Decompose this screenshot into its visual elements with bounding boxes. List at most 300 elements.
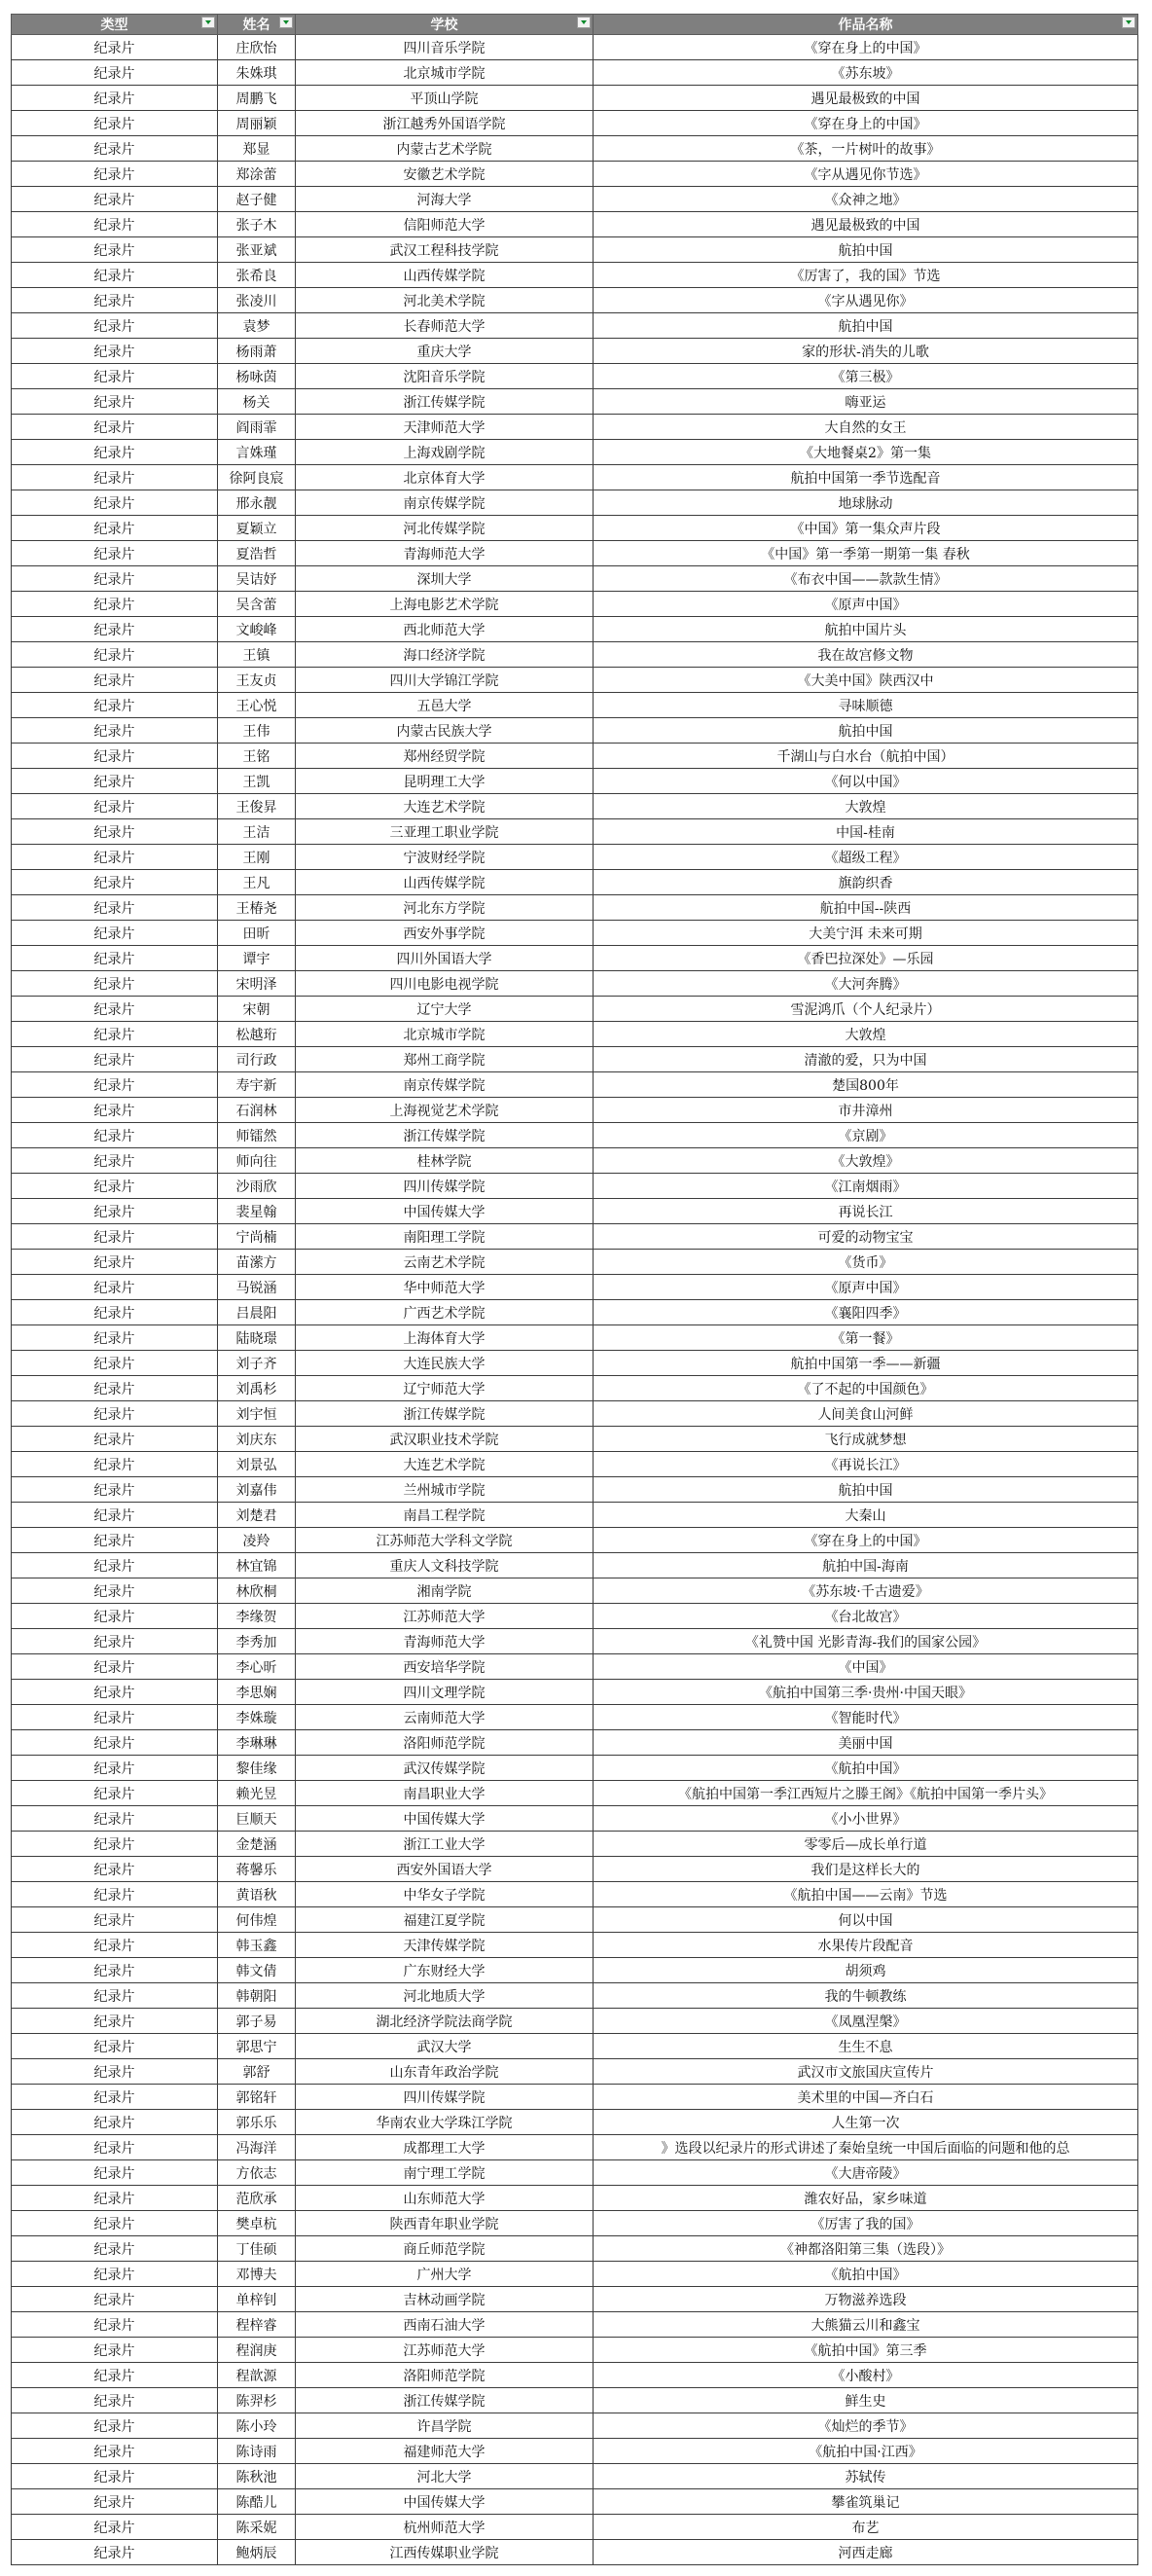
cell-name[interactable]: 邓博夫: [218, 2262, 296, 2287]
cell-work-title[interactable]: 何以中国: [594, 1907, 1138, 1933]
cell-type[interactable]: 纪录片: [12, 111, 218, 136]
cell-school[interactable]: 江苏师范大学: [296, 2338, 594, 2363]
cell-name[interactable]: 何伟煌: [218, 1907, 296, 1933]
cell-work-title[interactable]: 人间美食山河鲜: [594, 1401, 1138, 1427]
filter-dropdown-icon[interactable]: [1122, 17, 1135, 28]
cell-name[interactable]: 程歆源: [218, 2363, 296, 2388]
cell-name[interactable]: 郭乐乐: [218, 2110, 296, 2135]
cell-school[interactable]: 广州大学: [296, 2262, 594, 2287]
cell-type[interactable]: 纪录片: [12, 364, 218, 389]
cell-name[interactable]: 杨关: [218, 389, 296, 415]
cell-name[interactable]: 巨顺天: [218, 1806, 296, 1832]
cell-work-title[interactable]: 《江南烟雨》: [594, 1174, 1138, 1199]
cell-name[interactable]: 谭宇: [218, 946, 296, 971]
cell-school[interactable]: 上海体育大学: [296, 1325, 594, 1351]
cell-work-title[interactable]: 楚国800年: [594, 1072, 1138, 1098]
cell-work-title[interactable]: 《中国》第一集众声片段: [594, 516, 1138, 541]
cell-work-title[interactable]: 大美宁洱 未来可期: [594, 921, 1138, 946]
cell-type[interactable]: 纪录片: [12, 2262, 218, 2287]
cell-work-title[interactable]: 《苏东坡·千古遗爱》: [594, 1578, 1138, 1604]
cell-work-title[interactable]: 《航拍中国——云南》节选: [594, 1882, 1138, 1907]
cell-name[interactable]: 文峻峰: [218, 617, 296, 642]
cell-name[interactable]: 师镭然: [218, 1123, 296, 1148]
cell-type[interactable]: 纪录片: [12, 2135, 218, 2160]
cell-type[interactable]: 纪录片: [12, 516, 218, 541]
cell-work-title[interactable]: 《厉害了，我的国》节选: [594, 263, 1138, 288]
cell-school[interactable]: 南宁理工学院: [296, 2160, 594, 2186]
cell-type[interactable]: 纪录片: [12, 1072, 218, 1098]
cell-type[interactable]: 纪录片: [12, 617, 218, 642]
cell-name[interactable]: 夏浩哲: [218, 541, 296, 566]
cell-name[interactable]: 刘景弘: [218, 1452, 296, 1477]
cell-school[interactable]: 河北美术学院: [296, 288, 594, 313]
cell-type[interactable]: 纪录片: [12, 1148, 218, 1174]
cell-work-title[interactable]: 《香巴拉深处》—乐园: [594, 946, 1138, 971]
cell-type[interactable]: 纪录片: [12, 1958, 218, 1983]
cell-school[interactable]: 西安外国语大学: [296, 1857, 594, 1882]
cell-name[interactable]: 王镇: [218, 642, 296, 668]
cell-school[interactable]: 西安外事学院: [296, 921, 594, 946]
cell-name[interactable]: 裴星翰: [218, 1199, 296, 1224]
cell-type[interactable]: 纪录片: [12, 997, 218, 1022]
cell-work-title[interactable]: 航拍中国--陕西: [594, 895, 1138, 921]
cell-school[interactable]: 成都理工大学: [296, 2135, 594, 2160]
cell-type[interactable]: 纪录片: [12, 35, 218, 60]
cell-work-title[interactable]: 家的形状-消失的儿歌: [594, 339, 1138, 364]
cell-school[interactable]: 深圳大学: [296, 566, 594, 592]
filter-dropdown-icon[interactable]: [201, 17, 215, 28]
cell-work-title[interactable]: 《航拍中国·江西》: [594, 2439, 1138, 2464]
cell-work-title[interactable]: 大自然的女王: [594, 415, 1138, 440]
cell-work-title[interactable]: 航拍中国第一季——新疆: [594, 1351, 1138, 1376]
cell-type[interactable]: 纪录片: [12, 2540, 218, 2565]
cell-school[interactable]: 青海师范大学: [296, 541, 594, 566]
cell-name[interactable]: 杨雨萧: [218, 339, 296, 364]
cell-work-title[interactable]: 航拍中国: [594, 313, 1138, 339]
cell-work-title[interactable]: 《航拍中国》: [594, 2262, 1138, 2287]
cell-name[interactable]: 宋明泽: [218, 971, 296, 997]
cell-work-title[interactable]: 《大地餐桌2》第一集: [594, 440, 1138, 465]
cell-school[interactable]: 兰州城市学院: [296, 1477, 594, 1503]
cell-school[interactable]: 内蒙古艺术学院: [296, 136, 594, 162]
cell-school[interactable]: 浙江越秀外国语学院: [296, 111, 594, 136]
cell-name[interactable]: 郭铭轩: [218, 2085, 296, 2110]
cell-work-title[interactable]: 人生第一次: [594, 2110, 1138, 2135]
cell-school[interactable]: 河北传媒学院: [296, 516, 594, 541]
cell-work-title[interactable]: 《第一餐》: [594, 1325, 1138, 1351]
cell-type[interactable]: 纪录片: [12, 237, 218, 263]
cell-type[interactable]: 纪录片: [12, 2464, 218, 2489]
cell-work-title[interactable]: 布艺: [594, 2515, 1138, 2540]
cell-type[interactable]: 纪录片: [12, 718, 218, 744]
cell-work-title[interactable]: 我在故宫修文物: [594, 642, 1138, 668]
cell-name[interactable]: 周鹏飞: [218, 86, 296, 111]
cell-name[interactable]: 田昕: [218, 921, 296, 946]
cell-name[interactable]: 杨咏茵: [218, 364, 296, 389]
cell-school[interactable]: 洛阳师范学院: [296, 2363, 594, 2388]
cell-type[interactable]: 纪录片: [12, 921, 218, 946]
cell-name[interactable]: 夏颖立: [218, 516, 296, 541]
cell-work-title[interactable]: 嗨亚运: [594, 389, 1138, 415]
cell-school[interactable]: 吉林动画学院: [296, 2287, 594, 2312]
cell-name[interactable]: 李心昕: [218, 1654, 296, 1680]
cell-name[interactable]: 吕晨阳: [218, 1300, 296, 1325]
cell-school[interactable]: 天津师范大学: [296, 415, 594, 440]
filter-dropdown-icon[interactable]: [279, 17, 293, 28]
cell-school[interactable]: 四川音乐学院: [296, 35, 594, 60]
cell-name[interactable]: 王洁: [218, 819, 296, 845]
cell-type[interactable]: 纪录片: [12, 1907, 218, 1933]
cell-school[interactable]: 福建师范大学: [296, 2439, 594, 2464]
cell-work-title[interactable]: 《大河奔腾》: [594, 971, 1138, 997]
cell-school[interactable]: 商丘师范学院: [296, 2236, 594, 2262]
cell-school[interactable]: 四川外国语大学: [296, 946, 594, 971]
cell-work-title[interactable]: 地球脉动: [594, 490, 1138, 516]
cell-work-title[interactable]: 航拍中国: [594, 1477, 1138, 1503]
cell-type[interactable]: 纪录片: [12, 1047, 218, 1072]
cell-school[interactable]: 平顶山学院: [296, 86, 594, 111]
cell-school[interactable]: 浙江传媒学院: [296, 1123, 594, 1148]
cell-school[interactable]: 北京城市学院: [296, 60, 594, 86]
cell-work-title[interactable]: 清澈的爱，只为中国: [594, 1047, 1138, 1072]
cell-work-title[interactable]: 《再说长江》: [594, 1452, 1138, 1477]
cell-work-title[interactable]: 旗韵织香: [594, 870, 1138, 895]
cell-school[interactable]: 山东师范大学: [296, 2186, 594, 2211]
cell-name[interactable]: 王心悦: [218, 693, 296, 718]
cell-type[interactable]: 纪录片: [12, 1983, 218, 2009]
cell-work-title[interactable]: 航拍中国-海南: [594, 1553, 1138, 1578]
filter-dropdown-icon[interactable]: [577, 17, 591, 28]
cell-school[interactable]: 许昌学院: [296, 2413, 594, 2439]
cell-name[interactable]: 陆晓璟: [218, 1325, 296, 1351]
cell-type[interactable]: 纪录片: [12, 2059, 218, 2085]
cell-name[interactable]: 郭思宁: [218, 2034, 296, 2059]
cell-type[interactable]: 纪录片: [12, 1477, 218, 1503]
cell-school[interactable]: 河北地质大学: [296, 1983, 594, 2009]
cell-name[interactable]: 陈小玲: [218, 2413, 296, 2439]
cell-type[interactable]: 纪录片: [12, 389, 218, 415]
cell-school[interactable]: 上海电影艺术学院: [296, 592, 594, 617]
cell-name[interactable]: 王凯: [218, 769, 296, 794]
cell-name[interactable]: 朱姝琪: [218, 60, 296, 86]
cell-school[interactable]: 中国传媒大学: [296, 2489, 594, 2515]
cell-work-title[interactable]: 《厉害了我的国》: [594, 2211, 1138, 2236]
cell-type[interactable]: 纪录片: [12, 1022, 218, 1047]
cell-name[interactable]: 苗潆方: [218, 1250, 296, 1275]
cell-school[interactable]: 南京传媒学院: [296, 490, 594, 516]
cell-work-title[interactable]: 《航拍中国第三季·贵州·中国天眼》: [594, 1680, 1138, 1705]
cell-school[interactable]: 上海视觉艺术学院: [296, 1098, 594, 1123]
cell-work-title[interactable]: 可爱的动物宝宝: [594, 1224, 1138, 1250]
cell-type[interactable]: 纪录片: [12, 313, 218, 339]
cell-work-title[interactable]: 飞行成就梦想: [594, 1427, 1138, 1452]
cell-work-title[interactable]: 潍农好品，家乡味道: [594, 2186, 1138, 2211]
cell-type[interactable]: 纪录片: [12, 263, 218, 288]
cell-work-title[interactable]: 《礼赞中国 光影青海-我们的国家公园》: [594, 1629, 1138, 1654]
cell-type[interactable]: 纪录片: [12, 1781, 218, 1806]
cell-name[interactable]: 王凡: [218, 870, 296, 895]
cell-type[interactable]: 纪录片: [12, 187, 218, 212]
cell-work-title[interactable]: 《京剧》: [594, 1123, 1138, 1148]
cell-school[interactable]: 内蒙古民族大学: [296, 718, 594, 744]
cell-work-title[interactable]: 大熊猫云川和鑫宝: [594, 2312, 1138, 2338]
cell-name[interactable]: 刘嘉伟: [218, 1477, 296, 1503]
cell-school[interactable]: 河北大学: [296, 2464, 594, 2489]
cell-type[interactable]: 纪录片: [12, 541, 218, 566]
cell-school[interactable]: 五邑大学: [296, 693, 594, 718]
cell-school[interactable]: 江苏师范大学: [296, 1604, 594, 1629]
cell-work-title[interactable]: 生生不息: [594, 2034, 1138, 2059]
cell-work-title[interactable]: 大敦煌: [594, 1022, 1138, 1047]
cell-name[interactable]: 徐阿良宸: [218, 465, 296, 490]
cell-school[interactable]: 江西传媒职业学院: [296, 2540, 594, 2565]
cell-type[interactable]: 纪录片: [12, 2515, 218, 2540]
cell-name[interactable]: 蒋馨乐: [218, 1857, 296, 1882]
cell-name[interactable]: 王俊昇: [218, 794, 296, 819]
cell-work-title[interactable]: 《货币》: [594, 1250, 1138, 1275]
cell-work-title[interactable]: 《小酸村》: [594, 2363, 1138, 2388]
cell-work-title[interactable]: 《大美中国》陕西汉中: [594, 668, 1138, 693]
cell-type[interactable]: 纪录片: [12, 2085, 218, 2110]
cell-work-title[interactable]: 航拍中国: [594, 718, 1138, 744]
cell-school[interactable]: 武汉大学: [296, 2034, 594, 2059]
cell-work-title[interactable]: 《小小世界》: [594, 1806, 1138, 1832]
cell-name[interactable]: 单梓钊: [218, 2287, 296, 2312]
cell-name[interactable]: 沙雨欣: [218, 1174, 296, 1199]
cell-school[interactable]: 陕西青年职业学院: [296, 2211, 594, 2236]
cell-name[interactable]: 郑显: [218, 136, 296, 162]
cell-type[interactable]: 纪录片: [12, 136, 218, 162]
cell-school[interactable]: 四川文理学院: [296, 1680, 594, 1705]
cell-school[interactable]: 南昌职业大学: [296, 1781, 594, 1806]
cell-type[interactable]: 纪录片: [12, 2110, 218, 2135]
cell-work-title[interactable]: 航拍中国片头: [594, 617, 1138, 642]
cell-type[interactable]: 纪录片: [12, 1123, 218, 1148]
cell-name[interactable]: 张子木: [218, 212, 296, 237]
cell-type[interactable]: 纪录片: [12, 1680, 218, 1705]
cell-type[interactable]: 纪录片: [12, 2413, 218, 2439]
cell-name[interactable]: 鲍炳辰: [218, 2540, 296, 2565]
cell-school[interactable]: 重庆人文科技学院: [296, 1553, 594, 1578]
cell-school[interactable]: 广西艺术学院: [296, 1300, 594, 1325]
cell-type[interactable]: 纪录片: [12, 946, 218, 971]
cell-school[interactable]: 浙江传媒学院: [296, 1401, 594, 1427]
cell-school[interactable]: 杭州师范大学: [296, 2515, 594, 2540]
cell-name[interactable]: 师向往: [218, 1148, 296, 1174]
cell-name[interactable]: 张希良: [218, 263, 296, 288]
cell-school[interactable]: 武汉工程科技学院: [296, 237, 594, 263]
cell-school[interactable]: 南昌工程学院: [296, 1503, 594, 1528]
cell-type[interactable]: 纪录片: [12, 819, 218, 845]
cell-type[interactable]: 纪录片: [12, 642, 218, 668]
cell-type[interactable]: 纪录片: [12, 440, 218, 465]
cell-school[interactable]: 郑州工商学院: [296, 1047, 594, 1072]
cell-name[interactable]: 冯海洋: [218, 2135, 296, 2160]
cell-name[interactable]: 寿宇新: [218, 1072, 296, 1098]
cell-work-title[interactable]: 《穿在身上的中国》: [594, 111, 1138, 136]
cell-work-title[interactable]: 《大唐帝陵》: [594, 2160, 1138, 2186]
cell-work-title[interactable]: 苏轼传: [594, 2464, 1138, 2489]
cell-name[interactable]: 王友贞: [218, 668, 296, 693]
cell-type[interactable]: 纪录片: [12, 1098, 218, 1123]
cell-school[interactable]: 天津传媒学院: [296, 1933, 594, 1958]
cell-type[interactable]: 纪录片: [12, 592, 218, 617]
cell-work-title[interactable]: 再说长江: [594, 1199, 1138, 1224]
cell-name[interactable]: 松越珩: [218, 1022, 296, 1047]
cell-school[interactable]: 北京体育大学: [296, 465, 594, 490]
cell-type[interactable]: 纪录片: [12, 1174, 218, 1199]
cell-name[interactable]: 言姝瑾: [218, 440, 296, 465]
cell-work-title[interactable]: 《大敦煌》: [594, 1148, 1138, 1174]
cell-work-title[interactable]: 我的牛顿教练: [594, 1983, 1138, 2009]
cell-work-title[interactable]: 《襄阳四季》: [594, 1300, 1138, 1325]
cell-work-title[interactable]: 寻味顺德: [594, 693, 1138, 718]
cell-name[interactable]: 程润庚: [218, 2338, 296, 2363]
cell-school[interactable]: 华中师范大学: [296, 1275, 594, 1300]
cell-name[interactable]: 宁尚楠: [218, 1224, 296, 1250]
cell-name[interactable]: 刘庆东: [218, 1427, 296, 1452]
cell-school[interactable]: 浙江传媒学院: [296, 2388, 594, 2413]
cell-type[interactable]: 纪录片: [12, 339, 218, 364]
cell-name[interactable]: 郭子易: [218, 2009, 296, 2034]
cell-name[interactable]: 陈羿杉: [218, 2388, 296, 2413]
cell-work-title[interactable]: 遇见最极致的中国: [594, 212, 1138, 237]
cell-type[interactable]: 纪录片: [12, 1300, 218, 1325]
cell-work-title[interactable]: 《茶，一片树叶的故事》: [594, 136, 1138, 162]
cell-name[interactable]: 韩文倩: [218, 1958, 296, 1983]
cell-work-title[interactable]: 《灿烂的季节》: [594, 2413, 1138, 2439]
cell-name[interactable]: 张亚斌: [218, 237, 296, 263]
cell-type[interactable]: 纪录片: [12, 1553, 218, 1578]
cell-type[interactable]: 纪录片: [12, 1705, 218, 1730]
cell-work-title[interactable]: 遇见最极致的中国: [594, 86, 1138, 111]
cell-type[interactable]: 纪录片: [12, 2009, 218, 2034]
cell-type[interactable]: 纪录片: [12, 2439, 218, 2464]
cell-school[interactable]: 洛阳师范学院: [296, 1730, 594, 1756]
cell-type[interactable]: 纪录片: [12, 2211, 218, 2236]
cell-name[interactable]: 陈秋池: [218, 2464, 296, 2489]
cell-work-title[interactable]: 零零后—成长单行道: [594, 1832, 1138, 1857]
cell-work-title[interactable]: 《众神之地》: [594, 187, 1138, 212]
cell-name[interactable]: 丁佳硕: [218, 2236, 296, 2262]
cell-work-title[interactable]: 《航拍中国第一季江西短片之滕王阁》《航拍中国第一季片头》: [594, 1781, 1138, 1806]
cell-type[interactable]: 纪录片: [12, 1452, 218, 1477]
cell-type[interactable]: 纪录片: [12, 1427, 218, 1452]
cell-school[interactable]: 云南师范大学: [296, 1705, 594, 1730]
cell-type[interactable]: 纪录片: [12, 2363, 218, 2388]
cell-work-title[interactable]: 《字从遇见你》: [594, 288, 1138, 313]
cell-school[interactable]: 西南石油大学: [296, 2312, 594, 2338]
cell-school[interactable]: 西北师范大学: [296, 617, 594, 642]
cell-work-title[interactable]: 《中国》第一季第一期第一集 春秋: [594, 541, 1138, 566]
cell-school[interactable]: 中国传媒大学: [296, 1199, 594, 1224]
cell-school[interactable]: 中华女子学院: [296, 1882, 594, 1907]
cell-work-title[interactable]: 千湖山与白水台（航拍中国）: [594, 744, 1138, 769]
cell-type[interactable]: 纪录片: [12, 1756, 218, 1781]
cell-name[interactable]: 吴含蕾: [218, 592, 296, 617]
cell-school[interactable]: 四川电影电视学院: [296, 971, 594, 997]
cell-work-title[interactable]: 《航拍中国》: [594, 1756, 1138, 1781]
cell-name[interactable]: 宋朝: [218, 997, 296, 1022]
cell-type[interactable]: 纪录片: [12, 162, 218, 187]
cell-school[interactable]: 安徽艺术学院: [296, 162, 594, 187]
cell-type[interactable]: 纪录片: [12, 566, 218, 592]
cell-school[interactable]: 山西传媒学院: [296, 263, 594, 288]
cell-type[interactable]: 纪录片: [12, 1224, 218, 1250]
cell-name[interactable]: 李思娴: [218, 1680, 296, 1705]
cell-name[interactable]: 周丽颖: [218, 111, 296, 136]
cell-name[interactable]: 方依志: [218, 2160, 296, 2186]
cell-work-title[interactable]: 航拍中国第一季节选配音: [594, 465, 1138, 490]
cell-school[interactable]: 南京传媒学院: [296, 1072, 594, 1098]
cell-name[interactable]: 韩玉鑫: [218, 1933, 296, 1958]
cell-work-title[interactable]: 《航拍中国》第三季: [594, 2338, 1138, 2363]
cell-type[interactable]: 纪录片: [12, 2236, 218, 2262]
cell-work-title[interactable]: 中国-桂南: [594, 819, 1138, 845]
cell-name[interactable]: 李姝璇: [218, 1705, 296, 1730]
cell-work-title[interactable]: 《凤凰涅槃》: [594, 2009, 1138, 2034]
cell-type[interactable]: 纪录片: [12, 2489, 218, 2515]
cell-type[interactable]: 纪录片: [12, 693, 218, 718]
cell-name[interactable]: 刘宇恒: [218, 1401, 296, 1427]
cell-type[interactable]: 纪录片: [12, 86, 218, 111]
cell-type[interactable]: 纪录片: [12, 1629, 218, 1654]
cell-type[interactable]: 纪录片: [12, 2160, 218, 2186]
cell-school[interactable]: 北京城市学院: [296, 1022, 594, 1047]
cell-work-title[interactable]: 》选段以纪录片的形式讲述了秦始皇统一中国后面临的问题和他的总: [594, 2135, 1138, 2160]
cell-type[interactable]: 纪录片: [12, 1578, 218, 1604]
cell-name[interactable]: 王刚: [218, 845, 296, 870]
cell-school[interactable]: 四川传媒学院: [296, 2085, 594, 2110]
cell-work-title[interactable]: 河西走廊: [594, 2540, 1138, 2565]
cell-work-title[interactable]: 《原声中国》: [594, 1275, 1138, 1300]
cell-school[interactable]: 四川大学锦江学院: [296, 668, 594, 693]
cell-school[interactable]: 河北东方学院: [296, 895, 594, 921]
cell-name[interactable]: 黄语秋: [218, 1882, 296, 1907]
cell-type[interactable]: 纪录片: [12, 1882, 218, 1907]
cell-work-title[interactable]: 航拍中国: [594, 237, 1138, 263]
cell-type[interactable]: 纪录片: [12, 744, 218, 769]
cell-name[interactable]: 阎雨霏: [218, 415, 296, 440]
cell-work-title[interactable]: 《了不起的中国颜色》: [594, 1376, 1138, 1401]
cell-school[interactable]: 三亚理工职业学院: [296, 819, 594, 845]
cell-school[interactable]: 福建江夏学院: [296, 1907, 594, 1933]
cell-type[interactable]: 纪录片: [12, 1933, 218, 1958]
cell-school[interactable]: 湖北经济学院法商学院: [296, 2009, 594, 2034]
cell-type[interactable]: 纪录片: [12, 794, 218, 819]
cell-name[interactable]: 金楚涵: [218, 1832, 296, 1857]
cell-work-title[interactable]: 《原声中国》: [594, 592, 1138, 617]
cell-name[interactable]: 吴诘妤: [218, 566, 296, 592]
cell-name[interactable]: 凌羚: [218, 1528, 296, 1553]
cell-name[interactable]: 程梓睿: [218, 2312, 296, 2338]
cell-name[interactable]: 袁梦: [218, 313, 296, 339]
cell-name[interactable]: 刘禹杉: [218, 1376, 296, 1401]
cell-name[interactable]: 石润林: [218, 1098, 296, 1123]
cell-name[interactable]: 刘楚君: [218, 1503, 296, 1528]
cell-school[interactable]: 上海戏剧学院: [296, 440, 594, 465]
cell-name[interactable]: 陈采妮: [218, 2515, 296, 2540]
cell-type[interactable]: 纪录片: [12, 415, 218, 440]
cell-type[interactable]: 纪录片: [12, 490, 218, 516]
cell-school[interactable]: 重庆大学: [296, 339, 594, 364]
cell-work-title[interactable]: 武汉市文旅国庆宣传片: [594, 2059, 1138, 2085]
cell-work-title[interactable]: 《神都洛阳第三集（选段）》: [594, 2236, 1138, 2262]
cell-work-title[interactable]: 《中国》: [594, 1654, 1138, 1680]
cell-school[interactable]: 浙江传媒学院: [296, 389, 594, 415]
cell-type[interactable]: 纪录片: [12, 1250, 218, 1275]
cell-school[interactable]: 辽宁师范大学: [296, 1376, 594, 1401]
